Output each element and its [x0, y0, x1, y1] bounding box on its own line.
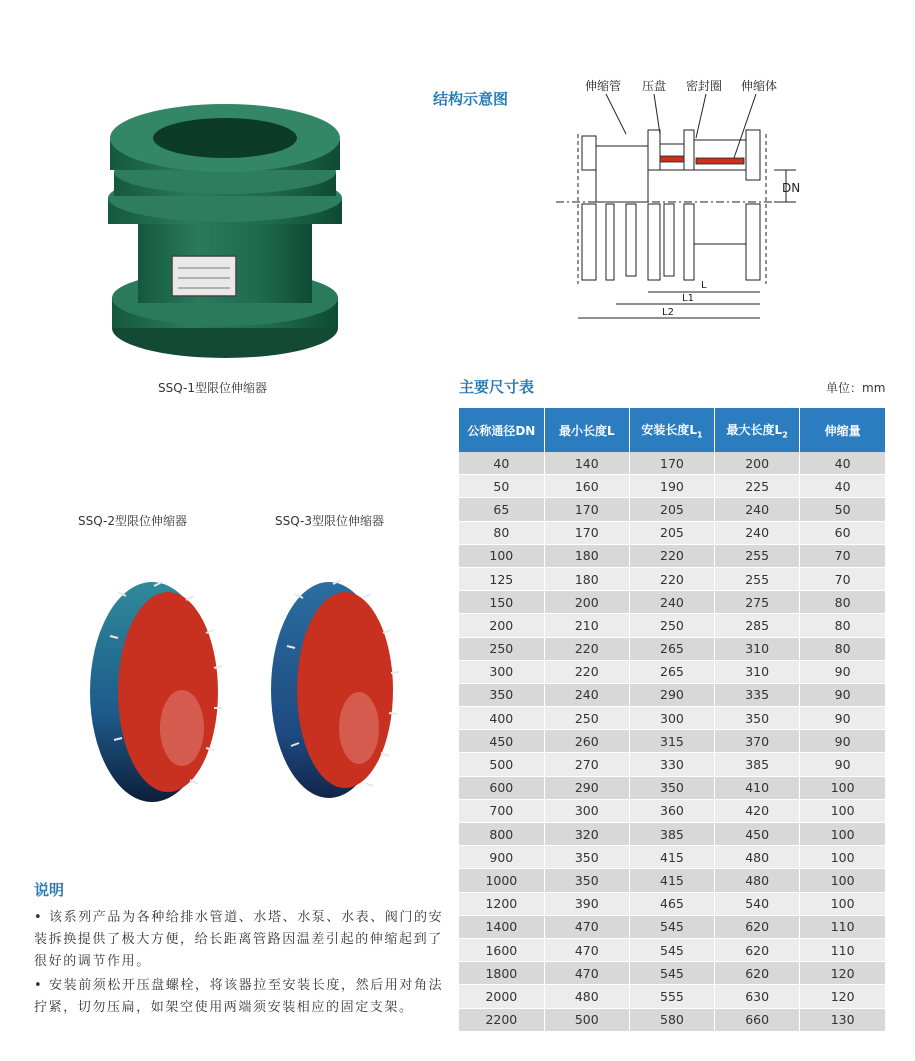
- table-cell: 100: [800, 869, 885, 892]
- column-header-label: 最小长度L: [558, 423, 615, 438]
- table-cell: 40: [459, 452, 544, 475]
- table-cell: 170: [629, 452, 714, 475]
- table-cell: 1200: [459, 892, 544, 915]
- table-cell: 255: [715, 567, 800, 590]
- table-cell: 290: [629, 683, 714, 706]
- table-cell: 100: [800, 776, 885, 799]
- column-header-subscript: 1: [697, 430, 703, 440]
- table-cell: 470: [544, 962, 629, 985]
- table-cell: 545: [629, 915, 714, 938]
- column-header: [629, 408, 714, 452]
- table-cell: 310: [715, 637, 800, 660]
- table-row: [459, 521, 885, 544]
- table-row: [459, 846, 885, 869]
- table-cell: 630: [715, 985, 800, 1008]
- table-cell: 225: [715, 475, 800, 498]
- column-header: [715, 408, 800, 452]
- table-cell: 400: [459, 707, 544, 730]
- table-cell: 170: [544, 498, 629, 521]
- column-header-label: 公称通径DN: [467, 423, 536, 438]
- table-title: 主要尺寸表: [459, 378, 535, 396]
- table-row: [459, 637, 885, 660]
- table-cell: 450: [715, 823, 800, 846]
- dim-l: L: [701, 280, 707, 291]
- table-cell: 700: [459, 799, 544, 822]
- table-row: [459, 567, 885, 590]
- table-row: [459, 938, 885, 961]
- table-cell: 350: [715, 707, 800, 730]
- table-row: [459, 707, 885, 730]
- table-cell: 260: [544, 730, 629, 753]
- table-body: [459, 452, 885, 1031]
- table-cell: 390: [544, 892, 629, 915]
- table-cell: 500: [459, 753, 544, 776]
- table-cell: 240: [629, 591, 714, 614]
- structure-diagram: [556, 74, 806, 324]
- label-body: 伸缩体: [741, 79, 778, 93]
- table-cell: 360: [629, 799, 714, 822]
- table-cell: 800: [459, 823, 544, 846]
- table-cell: 620: [715, 962, 800, 985]
- table-cell: 90: [800, 660, 885, 683]
- table-cell: 545: [629, 962, 714, 985]
- ssq1-product-image: [100, 98, 350, 366]
- table-cell: 300: [629, 707, 714, 730]
- table-cell: 70: [800, 544, 885, 567]
- table-cell: 100: [800, 846, 885, 869]
- table-cell: 90: [800, 753, 885, 776]
- table-cell: 500: [544, 1008, 629, 1031]
- table-cell: 310: [715, 660, 800, 683]
- label-gland: 压盘: [642, 79, 667, 93]
- table-cell: 385: [629, 823, 714, 846]
- table-cell: 200: [715, 452, 800, 475]
- table-row: [459, 892, 885, 915]
- table-cell: 555: [629, 985, 714, 1008]
- column-header: [800, 408, 885, 452]
- table-cell: 220: [629, 544, 714, 567]
- table-cell: 140: [544, 452, 629, 475]
- table-cell: 240: [715, 521, 800, 544]
- table-cell: 300: [544, 799, 629, 822]
- table-cell: 620: [715, 915, 800, 938]
- description-body: [34, 907, 444, 1021]
- table-cell: 600: [459, 776, 544, 799]
- column-header: [544, 408, 629, 452]
- table-cell: 470: [544, 915, 629, 938]
- table-cell: 150: [459, 591, 544, 614]
- table-cell: 40: [800, 475, 885, 498]
- table-cell: 205: [629, 498, 714, 521]
- table-cell: 470: [544, 938, 629, 961]
- table-cell: 900: [459, 846, 544, 869]
- table-cell: 220: [629, 567, 714, 590]
- table-row: [459, 452, 885, 475]
- table-cell: 250: [544, 707, 629, 730]
- table-cell: 205: [629, 521, 714, 544]
- table-row: [459, 475, 885, 498]
- table-row: [459, 1008, 885, 1031]
- dim-dn: DN: [782, 181, 801, 195]
- table-cell: 90: [800, 683, 885, 706]
- table-cell: 80: [800, 591, 885, 614]
- table-cell: 450: [459, 730, 544, 753]
- description-title: 说明: [34, 881, 65, 899]
- table-cell: 300: [459, 660, 544, 683]
- table-unit: 单位：mm: [826, 381, 886, 395]
- table-cell: 580: [629, 1008, 714, 1031]
- table-cell: 100: [459, 544, 544, 567]
- table-cell: 415: [629, 846, 714, 869]
- table-cell: 110: [800, 938, 885, 961]
- table-cell: 385: [715, 753, 800, 776]
- table-cell: 50: [459, 475, 544, 498]
- ssq2-product-image: [82, 578, 232, 806]
- column-header-label: 伸缩量: [824, 423, 861, 438]
- table-cell: 250: [629, 614, 714, 637]
- description-paragraph: • 安装前须松开压盘螺栓，将该器拉至安装长度，然后用对角法拧紧，切勿压扁，如架空使用两端须安装相应的固定支架。: [34, 978, 444, 1015]
- table-cell: 250: [459, 637, 544, 660]
- table-cell: 240: [544, 683, 629, 706]
- table-cell: 110: [800, 915, 885, 938]
- table-cell: 415: [629, 869, 714, 892]
- table-cell: 2200: [459, 1008, 544, 1031]
- label-seal: 密封圈: [686, 79, 723, 93]
- table-cell: 160: [544, 475, 629, 498]
- table-cell: 1400: [459, 915, 544, 938]
- table-cell: 480: [715, 869, 800, 892]
- ssq3-caption: SSQ-3型限位伸缩器: [275, 514, 384, 528]
- ssq1-caption: SSQ-1型限位伸缩器: [158, 381, 267, 395]
- description-paragraph: • 该系列产品为各种给排水管道、水塔、水泵、水表、阀门的安装拆换提供了极大方便，给长距离管路因温差引起的伸缩起到了很好的调节作用。: [34, 910, 444, 969]
- table-cell: 125: [459, 567, 544, 590]
- table-cell: 1000: [459, 869, 544, 892]
- table-cell: 480: [715, 846, 800, 869]
- table-row: [459, 498, 885, 521]
- table-cell: 350: [544, 869, 629, 892]
- table-row: [459, 985, 885, 1008]
- table-row: [459, 869, 885, 892]
- table-cell: 100: [800, 892, 885, 915]
- table-cell: 410: [715, 776, 800, 799]
- table-cell: 480: [544, 985, 629, 1008]
- table-cell: 330: [629, 753, 714, 776]
- column-header-subscript: 2: [782, 430, 788, 440]
- table-row: [459, 614, 885, 637]
- table-row: [459, 753, 885, 776]
- table-cell: 170: [544, 521, 629, 544]
- table-row: [459, 591, 885, 614]
- table-cell: 315: [629, 730, 714, 753]
- table-cell: 350: [629, 776, 714, 799]
- table-cell: 65: [459, 498, 544, 521]
- table-cell: 320: [544, 823, 629, 846]
- table-row: [459, 823, 885, 846]
- table-cell: 660: [715, 1008, 800, 1031]
- table-row: [459, 544, 885, 567]
- table-cell: 350: [544, 846, 629, 869]
- table-cell: 335: [715, 683, 800, 706]
- table-cell: 1800: [459, 962, 544, 985]
- dimension-table: [459, 408, 885, 1032]
- table-cell: 80: [459, 521, 544, 544]
- table-cell: 40: [800, 452, 885, 475]
- table-cell: 270: [544, 753, 629, 776]
- table-cell: 1600: [459, 938, 544, 961]
- table-cell: 240: [715, 498, 800, 521]
- table-row: [459, 683, 885, 706]
- table-cell: 255: [715, 544, 800, 567]
- column-header: [459, 408, 544, 452]
- table-cell: 420: [715, 799, 800, 822]
- dim-l1: L1: [682, 293, 694, 304]
- table-cell: 200: [459, 614, 544, 637]
- table-cell: 180: [544, 544, 629, 567]
- table-cell: 80: [800, 637, 885, 660]
- table-cell: 70: [800, 567, 885, 590]
- table-cell: 265: [629, 637, 714, 660]
- table-cell: 180: [544, 567, 629, 590]
- dimension-table-wrapper: [459, 408, 885, 1032]
- table-cell: 90: [800, 730, 885, 753]
- table-cell: 80: [800, 614, 885, 637]
- table-cell: 190: [629, 475, 714, 498]
- table-row: [459, 776, 885, 799]
- table-cell: 370: [715, 730, 800, 753]
- table-cell: 275: [715, 591, 800, 614]
- table-row: [459, 799, 885, 822]
- table-cell: 50: [800, 498, 885, 521]
- table-cell: 120: [800, 985, 885, 1008]
- table-cell: 265: [629, 660, 714, 683]
- table-cell: 285: [715, 614, 800, 637]
- table-header-row: [459, 408, 885, 452]
- table-cell: 120: [800, 962, 885, 985]
- table-cell: 220: [544, 660, 629, 683]
- column-header-label: 安装长度L: [641, 422, 697, 437]
- table-cell: 290: [544, 776, 629, 799]
- ssq3-product-image: [263, 578, 413, 802]
- table-row: [459, 660, 885, 683]
- table-cell: 200: [544, 591, 629, 614]
- table-cell: 90: [800, 707, 885, 730]
- table-row: [459, 730, 885, 753]
- table-row: [459, 915, 885, 938]
- ssq2-caption: SSQ-2型限位伸缩器: [78, 514, 187, 528]
- table-cell: 100: [800, 823, 885, 846]
- table-cell: 100: [800, 799, 885, 822]
- table-cell: 2000: [459, 985, 544, 1008]
- table-cell: 220: [544, 637, 629, 660]
- table-cell: 540: [715, 892, 800, 915]
- dim-l2: L2: [662, 307, 674, 318]
- table-cell: 60: [800, 521, 885, 544]
- column-header-label: 最大长度L: [726, 422, 783, 437]
- table-cell: 350: [459, 683, 544, 706]
- table-cell: 620: [715, 938, 800, 961]
- diagram-title: 结构示意图: [433, 90, 509, 108]
- table-cell: 130: [800, 1008, 885, 1031]
- table-row: [459, 962, 885, 985]
- table-cell: 210: [544, 614, 629, 637]
- table-cell: 465: [629, 892, 714, 915]
- label-pipe: 伸缩管: [585, 79, 622, 93]
- table-cell: 545: [629, 938, 714, 961]
